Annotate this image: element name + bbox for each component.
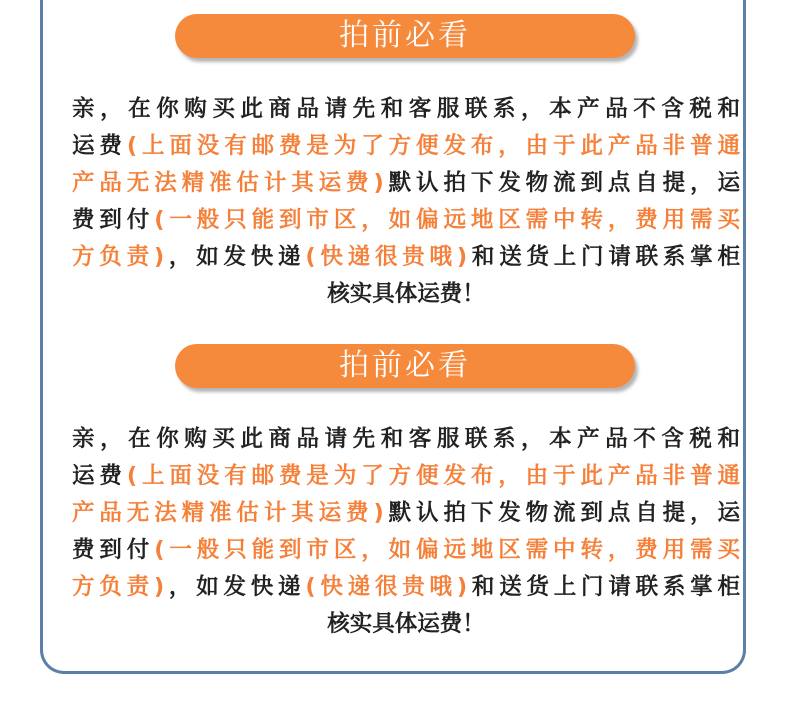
notice-text: 和送货上门请联系掌柜 (467, 574, 740, 600)
section-title: 拍前必看 (339, 18, 471, 53)
highlighted-note: (一般只能到市区，如偏远地区需中转，费用需买 (154, 207, 740, 233)
highlighted-note: (一般只能到市区，如偏远地区需中转，费用需买 (154, 537, 740, 563)
notice-text: 核实具体运费！ (327, 611, 485, 637)
notice-line (72, 569, 740, 605)
notice-line (72, 128, 740, 164)
notice-line (72, 239, 740, 275)
highlighted-note: 方负责) (72, 244, 165, 270)
notice-text: 默认拍下发物流到点自提，运 (383, 170, 740, 196)
notice-text: 费到付 (72, 537, 155, 563)
notice-line (72, 91, 740, 127)
highlighted-note: (快递很贵哦) (305, 244, 468, 270)
notice-text: ，如发快递 (164, 244, 306, 270)
notice-text: 核实具体运费！ (327, 281, 485, 307)
notice-line (72, 165, 740, 201)
highlighted-note: (上面没有邮费是为了方便发布，由于此产品非普通 (126, 133, 740, 159)
notice-text: 默认拍下发物流到点自提，运 (383, 500, 740, 526)
notice-line (72, 421, 740, 457)
notice-text: 和送货上门请联系掌柜 (467, 244, 740, 270)
section-title-banner (175, 14, 635, 58)
notice-text: 亲，在你购买此商品请先和客服联系，本产品不含税和 (72, 96, 740, 122)
highlighted-note: 方负责) (72, 574, 165, 600)
highlighted-note: (快递很贵哦) (305, 574, 468, 600)
notice-text: 费到付 (72, 207, 155, 233)
notice-text: 运费 (72, 463, 127, 489)
notice-text: ，如发快递 (164, 574, 306, 600)
notice-line (72, 202, 740, 238)
notice-text: 运费 (72, 133, 127, 159)
highlighted-note: 产品无法精准估计其运费) (72, 500, 384, 526)
highlighted-note: (上面没有邮费是为了方便发布，由于此产品非普通 (126, 463, 740, 489)
section-title-banner (175, 344, 635, 388)
notice-text: 亲，在你购买此商品请先和客服联系，本产品不含税和 (72, 426, 740, 452)
notice-line (72, 458, 740, 494)
notice-line (72, 532, 740, 568)
notice-line (72, 276, 740, 312)
section-title: 拍前必看 (339, 348, 471, 383)
highlighted-note: 产品无法精准估计其运费) (72, 170, 384, 196)
notice-line (72, 495, 740, 531)
notice-line (72, 606, 740, 642)
